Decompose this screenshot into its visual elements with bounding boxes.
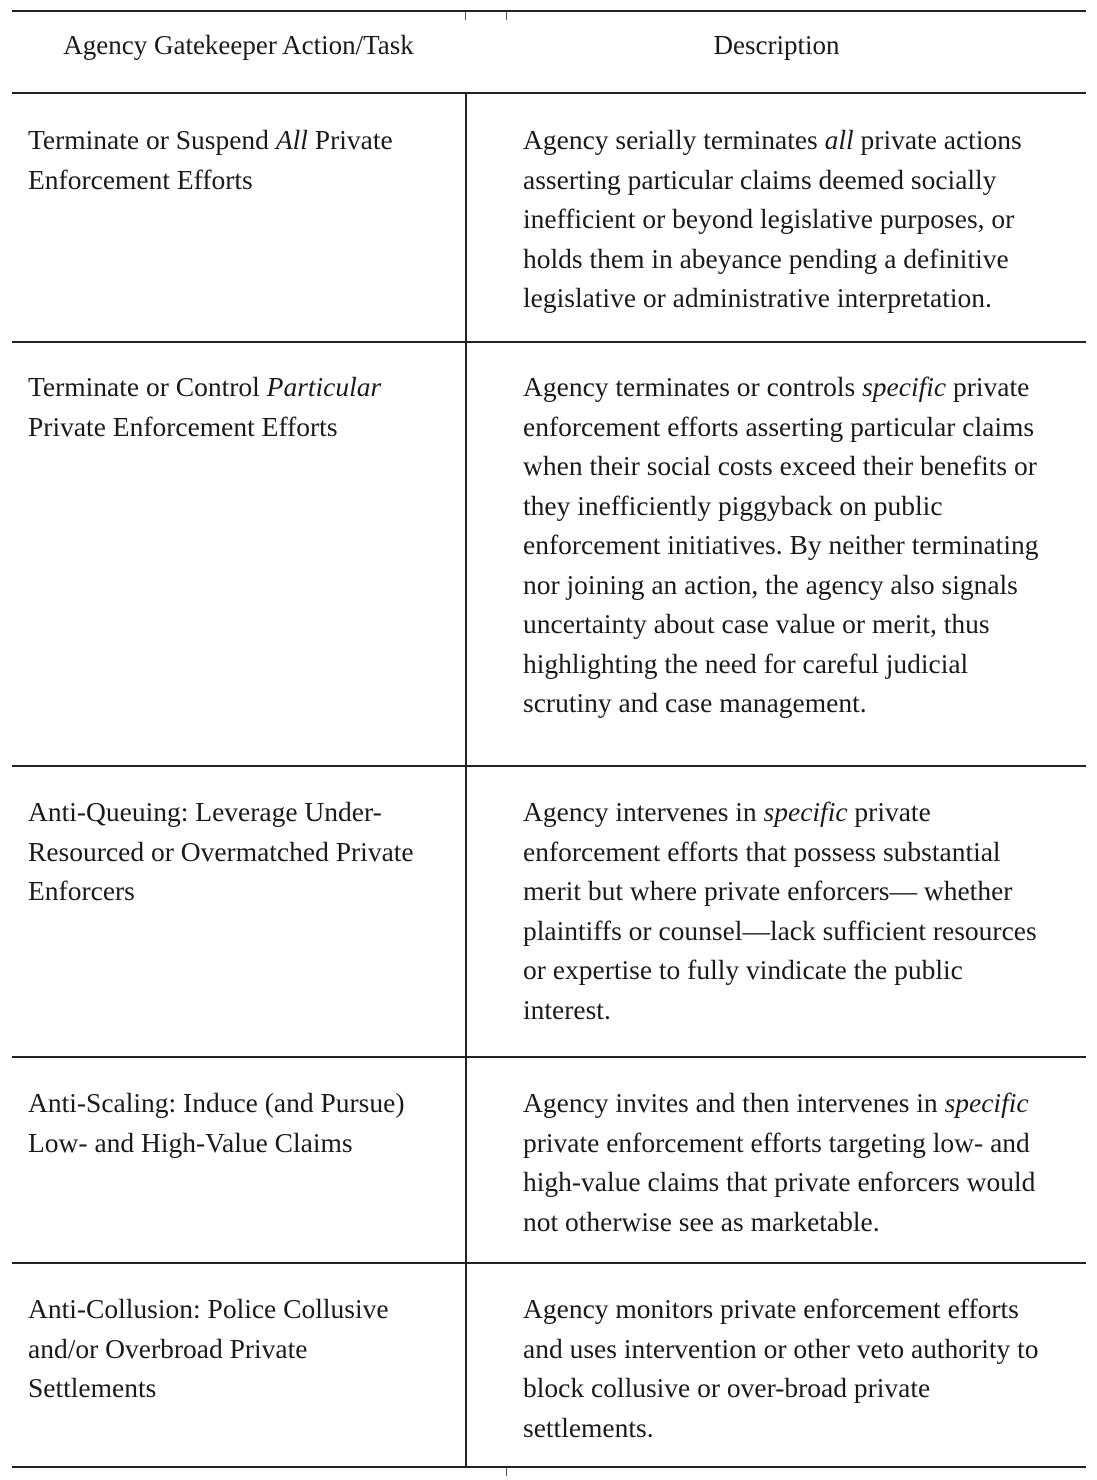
text-run: and uses intervention or other veto authority to xyxy=(523,1332,1039,1364)
cell-line xyxy=(523,990,1078,1030)
text-run: high-value claims that private enforcers would xyxy=(523,1166,1036,1197)
text-run: Resourced or Overmatched Private xyxy=(28,835,414,867)
cell-line xyxy=(523,446,1078,486)
cell-line xyxy=(28,1329,448,1369)
cell-line xyxy=(523,1162,1078,1202)
table-bottom-rule xyxy=(12,1466,1086,1468)
row-3-description xyxy=(523,792,1078,1029)
cell-line xyxy=(28,120,448,160)
cell-line xyxy=(28,1123,448,1163)
cell-line xyxy=(523,486,1078,526)
italic-text: all xyxy=(824,124,854,155)
row-5-description xyxy=(523,1289,1078,1447)
text-run: enforcement efforts asserting particular claims xyxy=(523,410,1035,442)
row-3-action xyxy=(28,792,448,911)
text-run: Agency intervenes in xyxy=(523,796,764,827)
row-2-action xyxy=(28,367,448,446)
row-divider xyxy=(12,341,1086,343)
text-run: private xyxy=(946,371,1030,402)
text-run: enforcement efforts that possess substantial xyxy=(523,835,1001,867)
cell-line xyxy=(28,832,448,872)
cell-line xyxy=(523,1289,1078,1329)
italic-text: specific xyxy=(763,796,848,827)
cell-line xyxy=(523,525,1078,565)
cell-line xyxy=(28,1368,448,1408)
cell-line xyxy=(523,160,1078,200)
text-run: when their social costs exceed their benefits or xyxy=(523,450,1037,481)
cell-line xyxy=(28,407,448,447)
text-run: nor joining an action, the agency also signals xyxy=(523,568,1018,600)
text-run: Terminate or Control xyxy=(28,371,267,402)
gatekeeper-table xyxy=(12,10,1086,1470)
cell-line xyxy=(523,871,1078,911)
text-run: highlighting the need for careful judicial xyxy=(523,647,969,679)
row-4-description xyxy=(523,1083,1078,1241)
italic-text: specific xyxy=(862,371,947,402)
cell-line xyxy=(523,1368,1078,1408)
row-divider xyxy=(12,1262,1086,1264)
cell-line xyxy=(523,604,1078,644)
cell-line xyxy=(523,832,1078,872)
text-run: uncertainty about case value or merit, thus xyxy=(523,608,990,639)
text-run: private enforcement efforts targeting low- and xyxy=(523,1126,1030,1158)
cell-line xyxy=(523,565,1078,605)
text-run: legislative or administrative interpretation. xyxy=(523,282,992,313)
row-divider xyxy=(12,1056,1086,1058)
header-tick xyxy=(465,12,466,20)
text-run: merit but where private enforcers— whether xyxy=(523,875,1013,906)
cell-line xyxy=(523,911,1078,951)
text-run: not otherwise see as marketable. xyxy=(523,1205,880,1237)
text-run: asserting particular claims deemed socially xyxy=(523,163,997,195)
cell-line xyxy=(28,367,448,407)
text-run: enforcement initiatives. By neither terminating xyxy=(523,529,1039,560)
text-run: Private Enforcement Efforts xyxy=(28,410,338,442)
cell-line xyxy=(523,120,1078,160)
row-divider xyxy=(12,765,1086,767)
text-run: Terminate or Suspend xyxy=(28,124,276,155)
text-run: settlements. xyxy=(523,1411,654,1443)
cell-line xyxy=(523,792,1078,832)
italic-text: All xyxy=(275,124,308,155)
text-run: Agency invites and then intervenes in xyxy=(523,1087,945,1118)
cell-line xyxy=(28,871,448,911)
text-run: and/or Overbroad Private xyxy=(28,1332,308,1364)
text-run: Settlements xyxy=(28,1372,157,1403)
text-run: scrutiny and case management. xyxy=(523,687,867,718)
text-run: block collusive or over-broad private xyxy=(523,1372,931,1403)
column-divider xyxy=(465,92,467,1468)
row-5-action xyxy=(28,1289,448,1408)
header-bottom-rule xyxy=(12,92,1086,94)
text-run: Agency serially terminates xyxy=(523,124,825,155)
cell-line xyxy=(28,1083,448,1123)
cell-line xyxy=(523,1408,1078,1448)
column-header-description: Description xyxy=(713,30,840,60)
header-tick xyxy=(506,12,507,20)
cell-line xyxy=(523,199,1078,239)
text-run: interest. xyxy=(523,993,611,1025)
cell-line xyxy=(523,1202,1078,1242)
text-run: holds them in abeyance pending a definitive xyxy=(523,242,1009,274)
text-run: Enforcers xyxy=(28,875,135,906)
text-run: Low- and High-Value Claims xyxy=(28,1126,353,1158)
italic-text: specific xyxy=(944,1087,1029,1118)
row-2-description xyxy=(523,367,1078,723)
cell-line xyxy=(523,683,1078,723)
text-run: or expertise to fully vindicate the public xyxy=(523,954,963,985)
cell-line xyxy=(523,367,1078,407)
text-run: Enforcement Efforts xyxy=(28,163,253,195)
text-run: Agency terminates or controls xyxy=(523,371,863,402)
cell-line xyxy=(523,1083,1078,1123)
cell-line xyxy=(523,239,1078,279)
text-run: Anti-Collusion: Police Collusive xyxy=(28,1293,389,1324)
text-run: inefficient or beyond legislative purposes, or xyxy=(523,203,1015,234)
cell-line xyxy=(523,1123,1078,1163)
cell-line xyxy=(28,1289,448,1329)
column-header-action: Agency Gatekeeper Action/Task xyxy=(63,30,414,60)
italic-text: Particular xyxy=(266,371,382,402)
cell-line xyxy=(523,407,1078,447)
cell-line xyxy=(523,950,1078,990)
header-tick xyxy=(506,1468,507,1476)
text-run: Anti-Queuing: Leverage Under- xyxy=(28,796,382,827)
text-run: plaintiffs or counsel—lack sufficient resources xyxy=(523,914,1037,946)
cell-line xyxy=(28,792,448,832)
cell-line xyxy=(523,1329,1078,1369)
row-1-action xyxy=(28,120,448,199)
text-run: Anti-Scaling: Induce (and Pursue) xyxy=(28,1087,405,1118)
text-run: Agency monitors private enforcement efforts xyxy=(523,1293,1019,1324)
text-run: they inefficiently piggyback on public xyxy=(523,489,943,521)
cell-line xyxy=(523,278,1078,318)
row-1-description xyxy=(523,120,1078,318)
cell-line xyxy=(28,160,448,200)
text-run: private actions xyxy=(853,124,1022,155)
text-run: private xyxy=(847,796,931,827)
cell-line xyxy=(523,644,1078,684)
table-top-rule xyxy=(12,10,1086,12)
text-run: Private xyxy=(307,124,393,155)
row-4-action xyxy=(28,1083,448,1162)
